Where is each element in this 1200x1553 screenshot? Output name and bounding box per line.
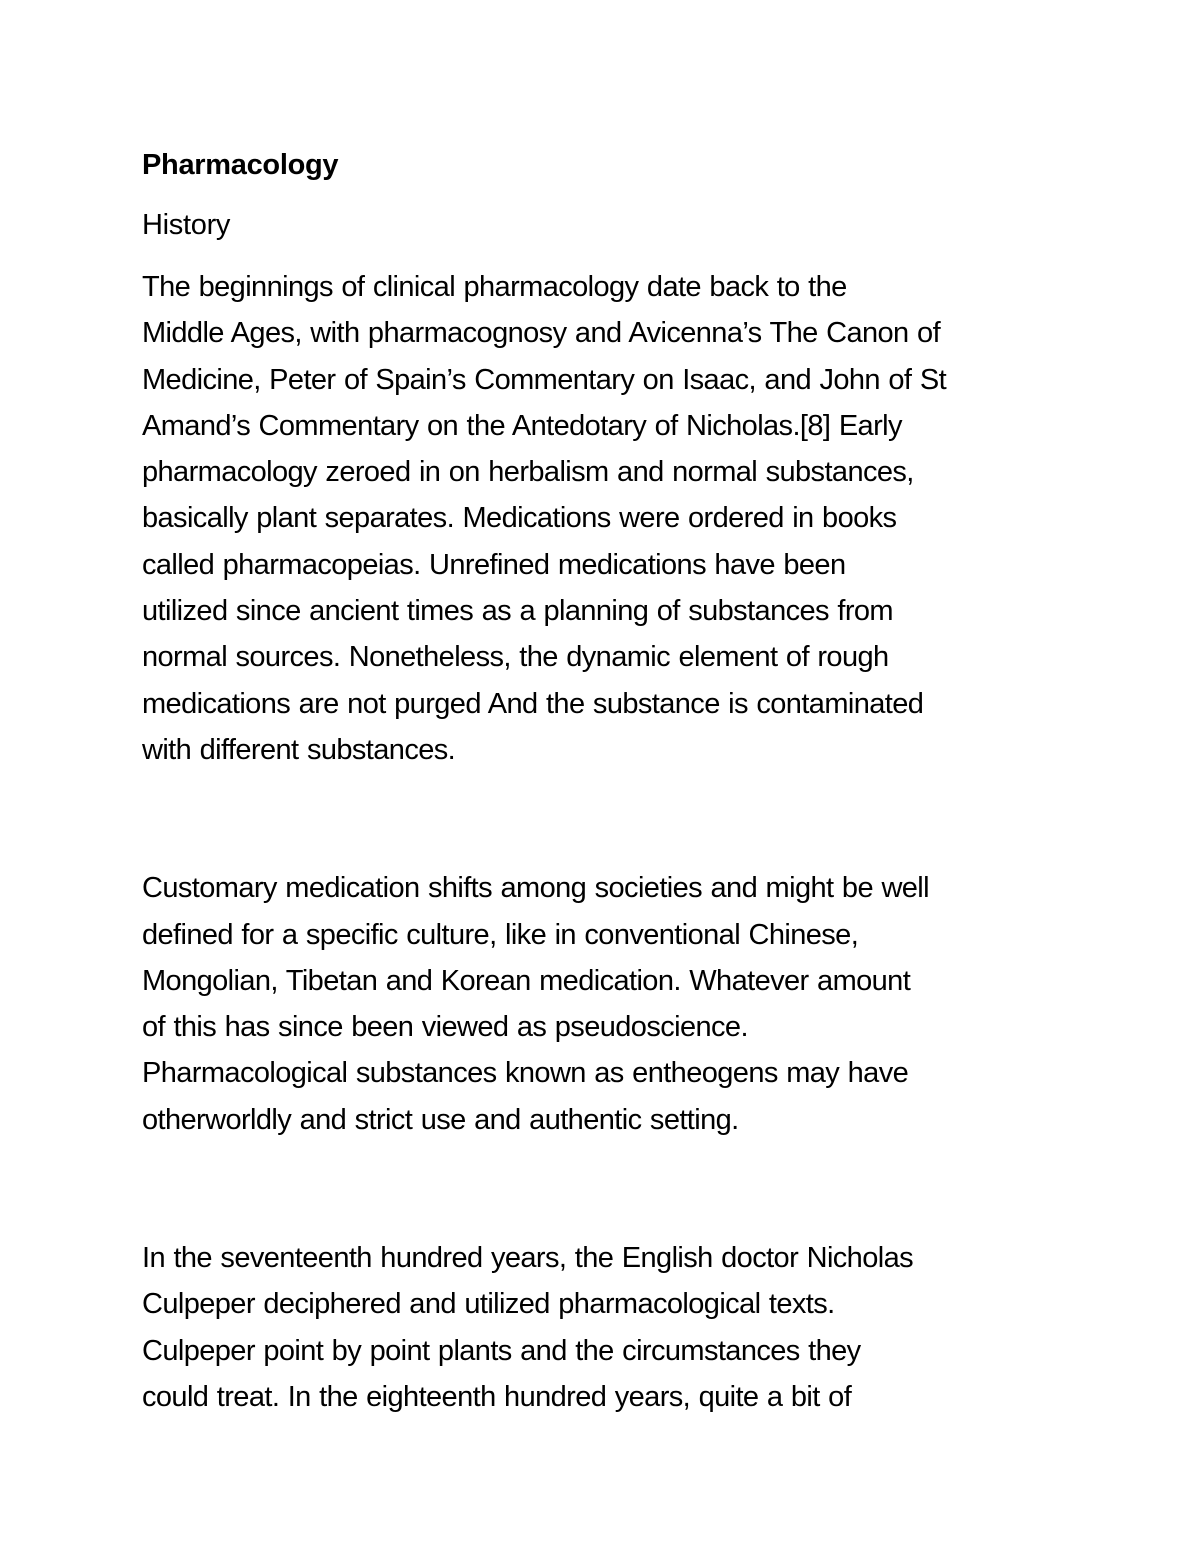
text-line: Pharmacological substances known as entheogens may have [142,1057,909,1090]
text-line: pharmacology zeroed in on herbalism and normal substances, [142,456,914,489]
text-line: normal sources. Nonetheless, the dynamic element of rough [142,641,889,674]
document-title: Pharmacology [142,149,339,181]
text-line: otherworldly and strict use and authentic setting. [142,1103,739,1136]
text-line: called pharmacopeias. Unrefined medications have been [142,548,846,581]
paragraph-spacer [142,773,1072,865]
text-line: defined for a specific culture, like in conventional Chinese, [142,918,859,951]
document-body [142,142,1072,1420]
text-line: medications are not purged And the substance is contaminated [142,687,924,720]
text-line: Culpeper point by point plants and the circumstances they [142,1334,861,1367]
text-line: Amand’s Commentary on the Antedotary of Nicholas.[8] Early [142,409,902,442]
text-line: Mongolian, Tibetan and Korean medication. Whatever amount [142,964,911,997]
text-line: basically plant separates. Medications were ordered in books [142,502,897,535]
paragraph-3 [142,1235,1072,1420]
text-line: utilized since ancient times as a planning of substances from [142,595,893,628]
section-heading: History [142,209,231,241]
text-line: Medicine, Peter of Spain’s Commentary on Isaac, and John of St [142,363,947,396]
paragraph-2 [142,865,1072,1143]
text-line: Culpeper deciphered and utilized pharmacological texts. [142,1288,835,1321]
text-line: In the seventeenth hundred years, the English doctor Nicholas [142,1242,914,1275]
text-line: Customary medication shifts among societies and might be well [142,872,929,905]
text-line: could treat. In the eighteenth hundred years, quite a bit of [142,1380,852,1413]
paragraph-1 [142,264,1072,773]
text-line: Middle Ages, with pharmacognosy and Avicenna’s The Canon of [142,317,941,350]
text-line: of this has since been viewed as pseudoscience. [142,1011,748,1044]
paragraph-spacer [142,1143,1072,1235]
text-line: The beginnings of clinical pharmacology date back to the [142,271,847,303]
text-line: with different substances. [142,733,456,766]
